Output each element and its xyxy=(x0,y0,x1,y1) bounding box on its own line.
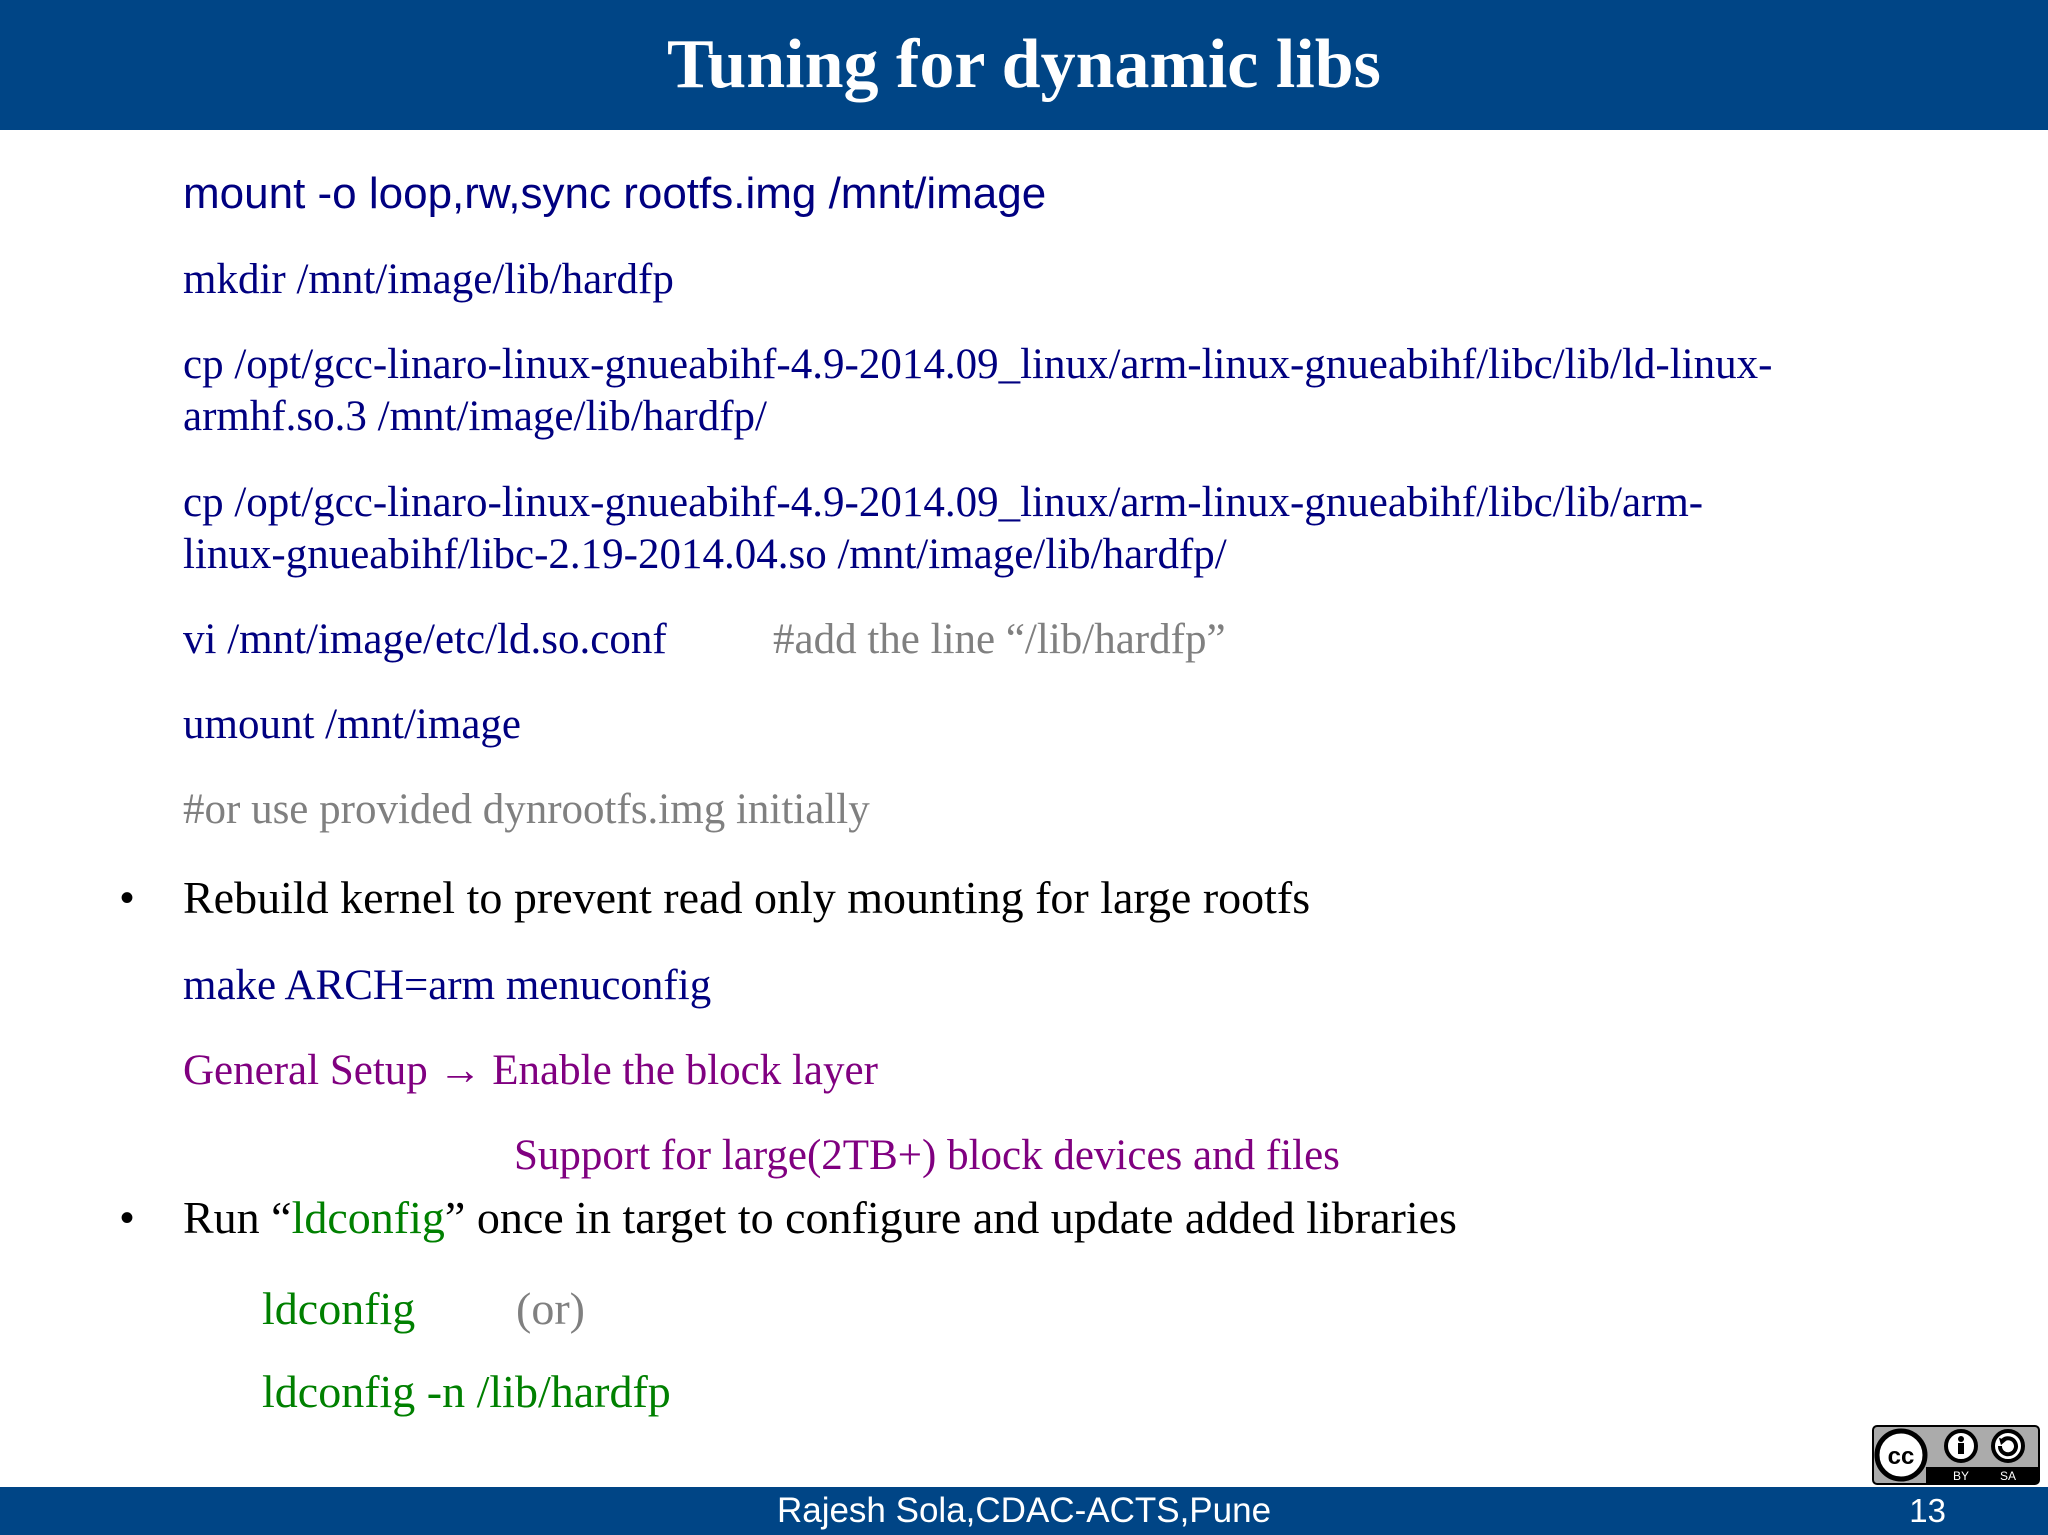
ldconfig-command: ldconfig xyxy=(262,1283,416,1334)
vi-comment: #add the line “/lib/hardfp” xyxy=(773,616,1226,663)
umount-command: umount /mnt/image xyxy=(183,701,521,748)
bullet-marker: • xyxy=(120,1196,135,1240)
menu-option: Support for large(2TB+) block devices and files xyxy=(514,1132,1340,1179)
svg-text:cc: cc xyxy=(1887,1443,1915,1470)
slide-title: Tuning for dynamic libs xyxy=(667,26,1381,103)
cp-libc-command-line1: cp /opt/gcc-linaro-linux-gnueabihf-4.9-2014.09_linux/arm-linux-gnueabihf/libc/lib/arm- xyxy=(183,479,1704,526)
cp-ld-linux-command-line1: cp /opt/gcc-linaro-linux-gnueabihf-4.9-2014.09_linux/arm-linux-gnueabihf/libc/lib/ld-linux- xyxy=(183,341,1773,388)
mount-command: mount -o loop,rw,sync rootfs.img /mnt/image xyxy=(183,169,1047,218)
menu-path: General Setup → Enable the block layer xyxy=(183,1047,878,1094)
bullet-rebuild-kernel: Rebuild kernel to prevent read only mounting for large rootfs xyxy=(183,872,1311,923)
ldconfig-keyword: ldconfig xyxy=(291,1192,445,1243)
cp-ld-linux-command-line2: armhf.so.3 /mnt/image/lib/hardfp/ xyxy=(183,393,767,440)
cc-by-label: BY xyxy=(1952,1469,1970,1483)
ldconfig-n-command: ldconfig -n /lib/hardfp xyxy=(262,1366,671,1417)
make-menuconfig-command: make ARCH=arm menuconfig xyxy=(183,962,712,1009)
alternative-comment: #or use provided dynrootfs.img initially xyxy=(183,786,870,833)
bullet-run-suffix: ” once in target to configure and update added libraries xyxy=(444,1192,1457,1243)
or-text: (or) xyxy=(516,1283,585,1334)
vi-command: vi /mnt/image/etc/ld.so.conf xyxy=(183,616,667,663)
cp-libc-command-line2: linux-gnueabihf/libc-2.19-2014.04.so /mnt/image/lib/hardfp/ xyxy=(183,531,1227,578)
mkdir-command: mkdir /mnt/image/lib/hardfp xyxy=(183,256,674,303)
page-number: 13 xyxy=(1909,1492,1946,1529)
bullet-run-ldconfig xyxy=(183,1192,1457,1244)
cc-by-sa-license-icon xyxy=(1872,1425,2040,1485)
cc-sa-label: SA xyxy=(1999,1469,2017,1483)
bullet-run-prefix: Run “ xyxy=(183,1192,292,1243)
footer-author: Rajesh Sola,CDAC-ACTS,Pune xyxy=(776,1491,1272,1530)
footer-bar xyxy=(0,1487,2048,1535)
bullet-marker: • xyxy=(120,876,135,920)
